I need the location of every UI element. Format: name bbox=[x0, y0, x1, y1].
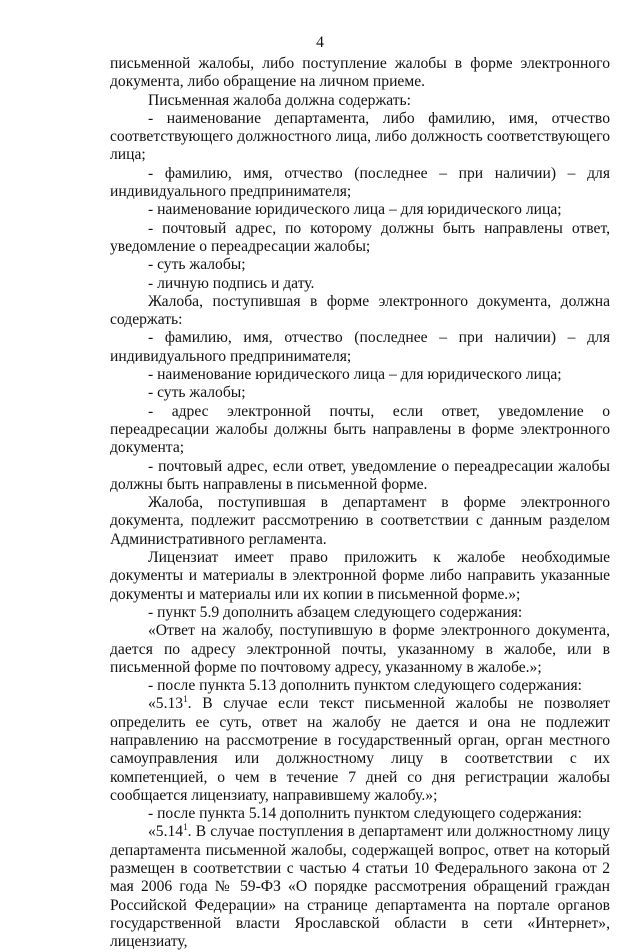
paragraph-text: Лицензиат имеет право приложить к жалобе необходимые документы и материалы в электронной форме либо направить указанные документы и материалы или их копии в письменной форме.»; bbox=[110, 549, 610, 603]
paragraph bbox=[110, 256, 610, 274]
paragraph-text: письменной жалобы, либо поступление жалобы в форме электронного документа, либо обращение на личном приеме. bbox=[110, 55, 610, 91]
paragraph-text: - пункт 5.9 дополнить абзацем следующего содержания: bbox=[148, 603, 523, 621]
paragraph bbox=[110, 494, 610, 549]
paragraph bbox=[110, 92, 610, 110]
paragraph bbox=[110, 458, 610, 495]
paragraph bbox=[110, 695, 610, 805]
paragraph bbox=[110, 165, 610, 202]
paragraph bbox=[110, 293, 610, 330]
clause-superscript: 1 bbox=[183, 694, 188, 705]
paragraph-text: - фамилию, имя, отчество (последнее – при наличии) – для индивидуального предпринимателя; bbox=[110, 164, 610, 201]
paragraph-text: Жалоба, поступившая в департамент в форме электронного документа, подлежит рассмотрению в соответствии с данным разделом Административного регламента. bbox=[110, 494, 610, 548]
paragraph bbox=[110, 805, 610, 823]
paragraph bbox=[110, 604, 610, 622]
paragraph bbox=[110, 677, 610, 695]
paragraph bbox=[110, 329, 610, 366]
paragraph-text: Письменная жалоба должна содержать: bbox=[148, 91, 411, 109]
paragraph bbox=[110, 275, 610, 293]
paragraph-text: - почтовый адрес, по которому должны быть направлены ответ, уведомление о переадресации жалобы; bbox=[110, 219, 610, 255]
clause-superscript: 1 bbox=[183, 822, 188, 833]
paragraph-text: - адрес электронной почты, если ответ, уведомление о переадресации жалобы должны быть направлены в форме электронного документа; bbox=[110, 402, 610, 457]
paragraph bbox=[110, 403, 610, 458]
paragraph-text: - личную подпись и дату. bbox=[148, 274, 315, 292]
page-number: 4 bbox=[316, 34, 324, 51]
paragraph bbox=[110, 220, 610, 257]
paragraph-text: - суть жалобы; bbox=[148, 384, 246, 402]
paragraph bbox=[110, 622, 610, 677]
document-body bbox=[110, 55, 610, 952]
paragraph bbox=[110, 549, 610, 604]
paragraph-text: - наименование департамента, либо фамилию, имя, отчество соответствующего должностного лица, либо должность соответствующего лица; bbox=[110, 109, 610, 164]
paragraph-text: - суть жалобы; bbox=[148, 256, 246, 274]
paragraph-text: - после пункта 5.13 дополнить пунктом следующего содержания: bbox=[148, 677, 582, 695]
paragraph-text: - после пункта 5.14 дополнить пунктом следующего содержания: bbox=[148, 805, 582, 823]
paragraph-text: - наименование юридического лица – для юридического лица; bbox=[148, 366, 562, 384]
paragraph-text: . В случае если текст письменной жалобы не позволяет определить ее суть, ответ на жалобу не дается и она не подлежит направлению на рассмотрение в государственный орган, орган местного самоуправления или должностному лицу в соответствии с их компетенцией, о чем в течение 7 дней со дня регистрации жалобы сообщается лицензиату, направившему жалобу.»; bbox=[110, 695, 610, 804]
paragraph bbox=[110, 201, 610, 219]
paragraph bbox=[110, 384, 610, 402]
paragraph-text: Жалоба, поступившая в форме электронного документа, должна содержать: bbox=[110, 292, 610, 329]
clause-number: «5.13 bbox=[148, 695, 184, 713]
paragraph-text: «Ответ на жалобу, поступившую в форме электронного документа, дается по адресу электронной почты, указанному в жалобе, или в письменной форме по почтовому адресу, указанному в жалобе.»; bbox=[110, 622, 610, 676]
paragraph bbox=[110, 110, 610, 165]
paragraph-text: . В случае поступления в департамент или должностному лицу департамента письменной жалобы, содержащей вопрос, ответ на который размещен в соответствии с частью 4 статьи 10 Федерального закона от 2 мая 2006 года № 59-ФЗ «О порядке рассмотрения обращений граждан Российской Федерации» на странице департамента на портале органов государственной власти Ярославской области в сети «Интернет», лицензиату, bbox=[110, 823, 610, 951]
paragraph-text: - наименование юридического лица – для юридического лица; bbox=[148, 201, 562, 219]
paragraph bbox=[110, 823, 610, 951]
paragraph-text: - почтовый адрес, если ответ, уведомление о переадресации жалобы должны быть направлены в письменной форме. bbox=[110, 457, 610, 493]
paragraph bbox=[110, 55, 610, 92]
paragraph bbox=[110, 366, 610, 384]
clause-number: «5.14 bbox=[148, 823, 184, 841]
paragraph-text: - фамилию, имя, отчество (последнее – при наличии) – для индивидуального предпринимателя; bbox=[110, 329, 610, 365]
